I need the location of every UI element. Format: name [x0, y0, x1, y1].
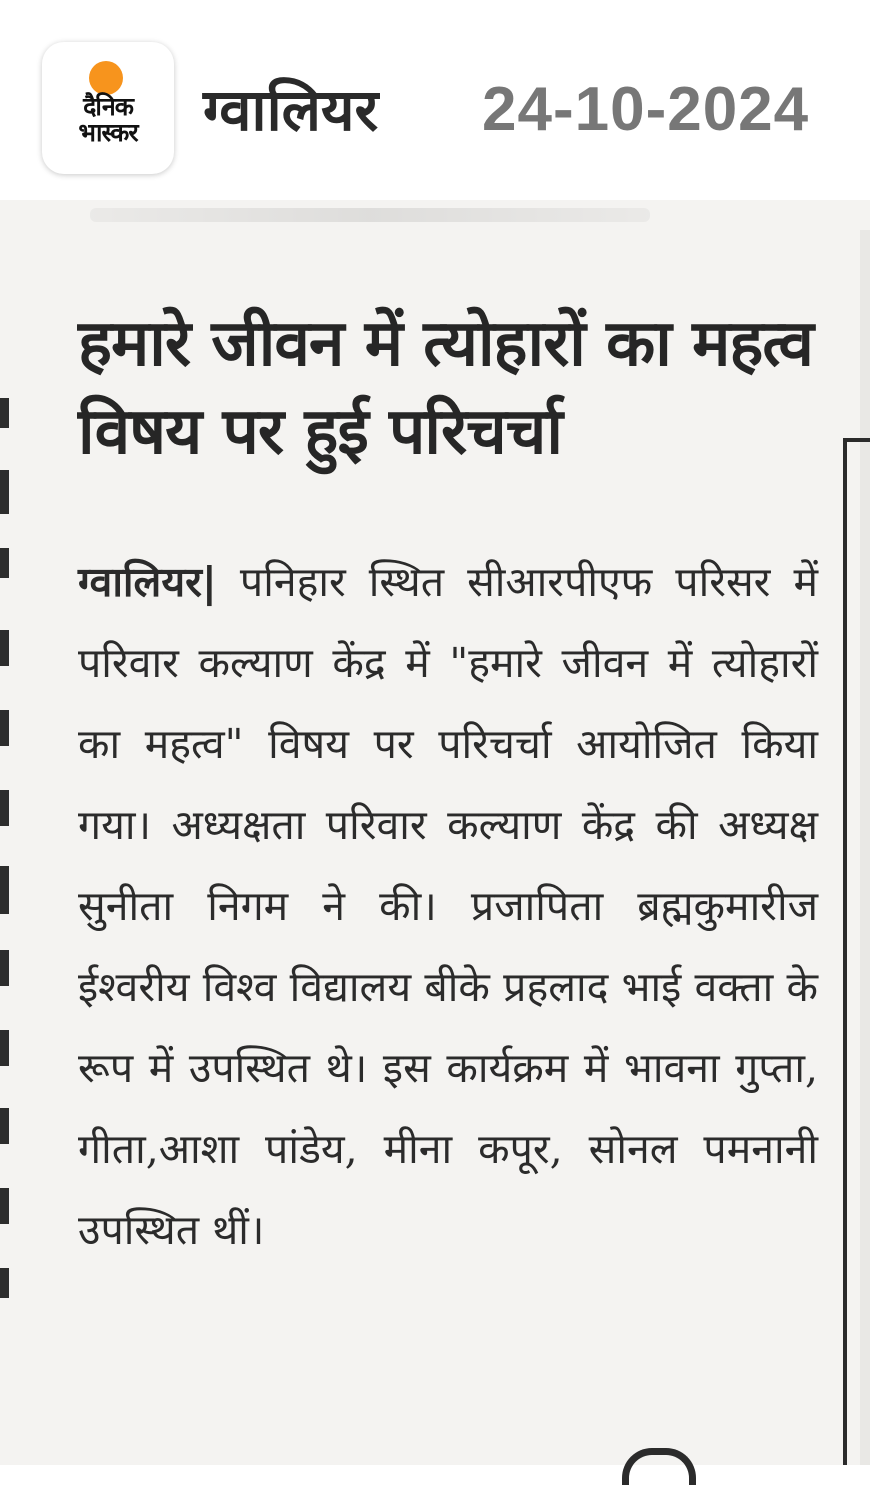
- cut-column-fragment: [0, 950, 9, 986]
- column-divider: [843, 438, 847, 1465]
- faded-text-strip: [90, 208, 650, 222]
- article-dateline: ग्वालियर|: [78, 558, 217, 606]
- edition-city: ग्वालियर: [203, 76, 379, 144]
- cut-column-fragment: [0, 866, 9, 914]
- article-headline: हमारे जीवन में त्योहारों का महत्व विषय पर हुई परिचर्चा: [78, 307, 813, 469]
- adjacent-column-edge: [860, 230, 870, 1465]
- article-body: [78, 542, 818, 1271]
- edition-date: 24-10-2024: [482, 75, 810, 144]
- cut-column-fragment: [0, 710, 9, 746]
- cut-column-fragment: [0, 398, 9, 428]
- cut-column-fragment: [0, 470, 9, 514]
- column-divider-top: [843, 438, 870, 442]
- article-body-text: पनिहार स्थित सीआरपीएफ परिसर में परिवार कल्याण केंद्र में "हमारे जीवन में त्योहारों का महत्व" विषय पर परिचर्चा आयोजित किया गया। अध्यक्षता परिवार कल्याण केंद्र की अध्यक्ष सुनीता निगम ने की। प्रजापिता ब्रह्मकुमारीज ईश्वरीय विश्व विद्यालय बीके प्रहलाद भाई वक्ता के रूप में उपस्थित थे। इस कार्यक्रम में भावना गुप्ता, गीता,आशा पांडेय, मीना कपूर, सोनल पमनानी उपस्थित थीं।: [78, 558, 818, 1254]
- cut-column-fragment: [0, 1108, 9, 1144]
- cut-column-fragment: [0, 1030, 9, 1066]
- logo-text: दैनिक भास्कर: [78, 92, 138, 147]
- app-header: [0, 0, 870, 200]
- cut-column-fragment: [0, 548, 9, 578]
- sun-icon: [89, 61, 123, 95]
- cut-column-fragment: [0, 790, 9, 826]
- cut-column-fragment: [0, 1188, 9, 1224]
- cut-column-fragment: [0, 1268, 9, 1298]
- cut-column-fragment: [0, 630, 9, 666]
